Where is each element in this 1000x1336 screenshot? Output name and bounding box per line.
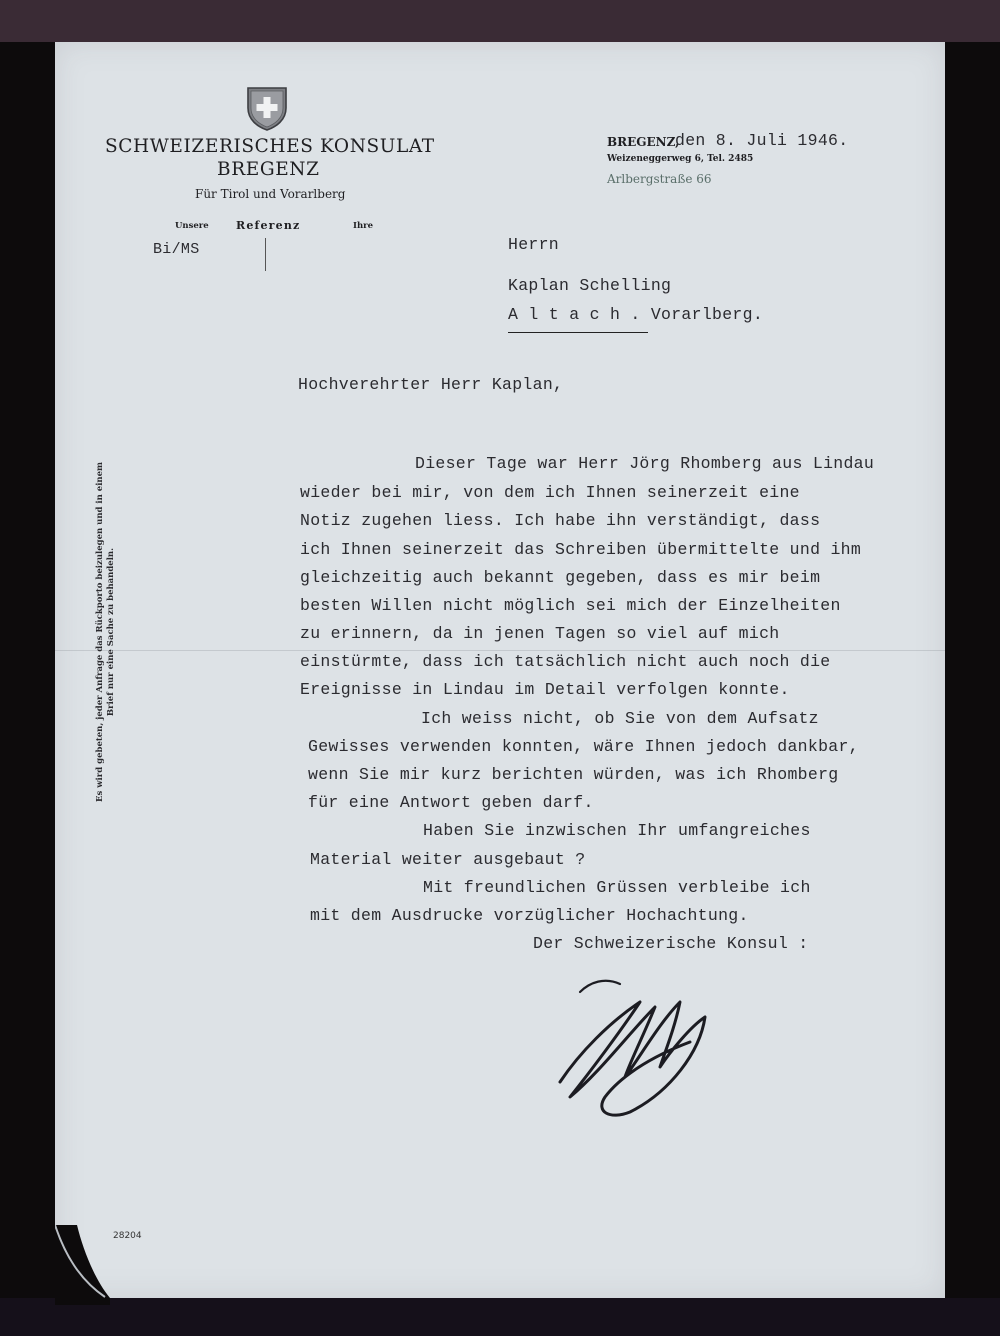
swiss-crest-icon	[246, 86, 288, 132]
body-line: Ich weiss nicht, ob Sie von dem Aufsatz	[421, 709, 819, 728]
body-line: Haben Sie inzwischen Ihr umfangreiches	[423, 821, 811, 840]
body-line: besten Willen nicht möglich sei mich der Einzelheiten	[300, 596, 841, 615]
body-line: wenn Sie mir kurz berichten würden, was ich Rhomberg	[308, 765, 839, 784]
scan-background-bottom	[0, 1298, 1000, 1336]
body-line: wieder bei mir, von dem ich Ihnen seinerzeit eine	[300, 483, 800, 502]
recipient-line-3: A l t a c h . Vorarlberg.	[508, 305, 764, 324]
body-line: mit dem Ausdrucke vorzüglicher Hochachtung.	[310, 906, 749, 925]
reference-unsere-label: Unsere	[175, 221, 209, 231]
body-line: Mit freundlichen Grüssen verbleibe ich	[423, 878, 811, 897]
body-line: Notiz zugehen liess. Ich habe ihn verständigt, dass	[300, 511, 821, 530]
letterhead-title: SCHWEIZERISCHES KONSULAT	[105, 136, 435, 157]
body-line: Ereignisse in Lindau im Detail verfolgen konnte.	[300, 680, 790, 699]
torn-corner	[55, 1225, 110, 1305]
reference-label: Referenz	[236, 219, 301, 232]
letterhead-city: BREGENZ	[217, 159, 320, 180]
reference-ihre-label: Ihre	[353, 221, 374, 231]
side-note: Es wird gebeten, jeder Anfrage das Rückporto beizulegen und in einem Brief nur eine Sache zu behandeln.	[95, 462, 116, 802]
recipient-line-2: Kaplan Schelling	[508, 276, 672, 295]
salutation: Hochverehrter Herr Kaplan,	[298, 375, 564, 394]
signature-icon	[550, 962, 720, 1122]
scan-background-top	[0, 0, 1000, 42]
consulate-address: Weizeneggerweg 6, Tel. 2485	[607, 154, 754, 164]
body-line: einstürmte, dass ich tatsächlich nicht auch noch die	[300, 652, 831, 671]
form-number: 28204	[113, 1231, 142, 1241]
date: den 8. Juli 1946.	[675, 131, 849, 150]
letter-page	[55, 42, 945, 1298]
body-line: Material weiter ausgebaut ?	[310, 850, 586, 869]
recipient-line-1: Herrn	[508, 235, 560, 254]
recipient-underline	[508, 332, 648, 333]
reference-divider	[265, 238, 266, 271]
body-line: gleichzeitig auch bekannt gegeben, dass es mir beim	[300, 568, 821, 587]
closing-title: Der Schweizerische Konsul :	[533, 934, 809, 953]
address-stamp: Arlbergstraße 66	[607, 172, 712, 186]
paper-fold	[55, 650, 945, 651]
body-line: ich Ihnen seinerzeit das Schreiben übermittelte und ihm	[300, 540, 862, 559]
reference-value: Bi/MS	[153, 241, 200, 258]
body-line: Gewisses verwenden konnten, wäre Ihnen jedoch dankbar,	[308, 737, 859, 756]
place: BREGENZ,	[607, 135, 680, 149]
body-line: für eine Antwort geben darf.	[308, 793, 594, 812]
body-line: Dieser Tage war Herr Jörg Rhomberg aus Lindau	[415, 454, 875, 473]
letterhead-jurisdiction: Für Tirol und Vorarlberg	[195, 187, 346, 201]
body-line: zu erinnern, da in jenen Tagen so viel auf mich	[300, 624, 780, 643]
